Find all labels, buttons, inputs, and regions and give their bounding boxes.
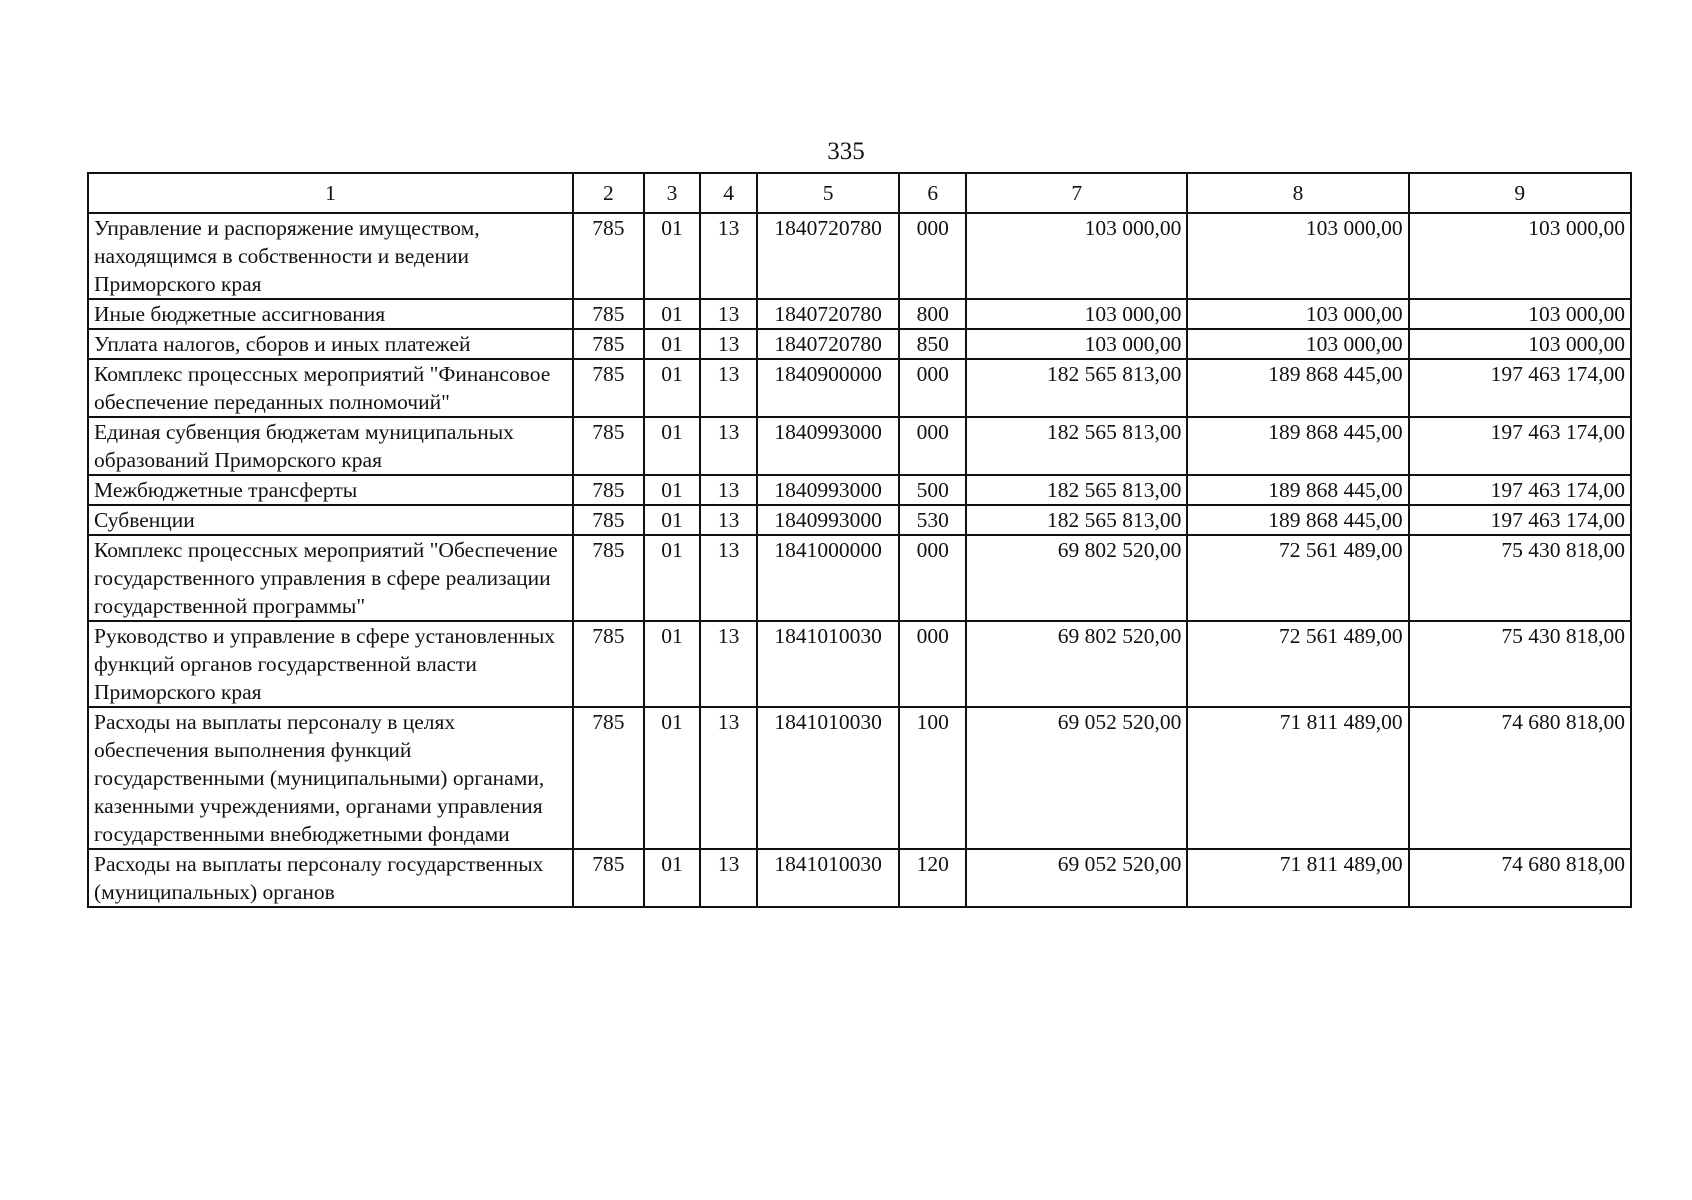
cell-amount-9: 103 000,00 — [1409, 299, 1631, 329]
cell-code-5: 1841010030 — [757, 849, 899, 907]
cell-code-5: 1840993000 — [757, 475, 899, 505]
cell-code-4: 13 — [700, 535, 757, 621]
column-header: 6 — [899, 173, 966, 213]
row-name: Субвенции — [88, 505, 573, 535]
cell-amount-8: 189 868 445,00 — [1187, 359, 1408, 417]
row-name: Иные бюджетные ассигнования — [88, 299, 573, 329]
table-row — [88, 329, 1631, 359]
cell-code-4: 13 — [700, 707, 757, 849]
cell-code-5: 1840720780 — [757, 299, 899, 329]
row-name: Комплекс процессных мероприятий "Обеспечение государственного управления в сфере реализации государственной программы" — [88, 535, 573, 621]
column-header: 5 — [757, 173, 899, 213]
cell-amount-7: 182 565 813,00 — [966, 359, 1187, 417]
cell-code-6: 120 — [899, 849, 966, 907]
cell-code-3: 01 — [644, 505, 701, 535]
cell-code-6: 000 — [899, 417, 966, 475]
cell-code-5: 1840720780 — [757, 329, 899, 359]
cell-amount-7: 182 565 813,00 — [966, 417, 1187, 475]
page-number: 335 — [827, 138, 865, 165]
cell-code-3: 01 — [644, 849, 701, 907]
cell-amount-8: 72 561 489,00 — [1187, 535, 1408, 621]
cell-code-6: 000 — [899, 535, 966, 621]
cell-code-3: 01 — [644, 535, 701, 621]
cell-code-4: 13 — [700, 299, 757, 329]
cell-code-2: 785 — [573, 849, 644, 907]
cell-code-4: 13 — [700, 475, 757, 505]
cell-amount-8: 189 868 445,00 — [1187, 417, 1408, 475]
cell-amount-7: 69 802 520,00 — [966, 621, 1187, 707]
cell-code-4: 13 — [700, 329, 757, 359]
cell-code-3: 01 — [644, 329, 701, 359]
cell-code-4: 13 — [700, 849, 757, 907]
budget-table — [87, 172, 1632, 908]
table-row — [88, 849, 1631, 907]
table-row — [88, 621, 1631, 707]
cell-code-5: 1840720780 — [757, 213, 899, 299]
cell-amount-9: 197 463 174,00 — [1409, 359, 1631, 417]
cell-code-3: 01 — [644, 417, 701, 475]
cell-amount-9: 103 000,00 — [1409, 329, 1631, 359]
table-row — [88, 707, 1631, 849]
cell-code-2: 785 — [573, 475, 644, 505]
cell-code-3: 01 — [644, 299, 701, 329]
table-row — [88, 213, 1631, 299]
cell-code-6: 000 — [899, 359, 966, 417]
cell-amount-9: 197 463 174,00 — [1409, 417, 1631, 475]
cell-code-6: 000 — [899, 621, 966, 707]
cell-code-3: 01 — [644, 475, 701, 505]
cell-code-6: 530 — [899, 505, 966, 535]
cell-code-5: 1841010030 — [757, 707, 899, 849]
cell-code-4: 13 — [700, 621, 757, 707]
table-row — [88, 475, 1631, 505]
column-header: 2 — [573, 173, 644, 213]
cell-code-5: 1840900000 — [757, 359, 899, 417]
cell-code-5: 1840993000 — [757, 417, 899, 475]
column-header: 9 — [1409, 173, 1631, 213]
row-name: Единая субвенция бюджетам муниципальных образований Приморского края — [88, 417, 573, 475]
column-header: 4 — [700, 173, 757, 213]
cell-amount-8: 71 811 489,00 — [1187, 707, 1408, 849]
row-name: Уплата налогов, сборов и иных платежей — [88, 329, 573, 359]
cell-amount-9: 197 463 174,00 — [1409, 505, 1631, 535]
row-name: Расходы на выплаты персоналу государственных (муниципальных) органов — [88, 849, 573, 907]
cell-amount-8: 103 000,00 — [1187, 213, 1408, 299]
cell-amount-9: 197 463 174,00 — [1409, 475, 1631, 505]
cell-code-2: 785 — [573, 213, 644, 299]
row-name: Комплекс процессных мероприятий "Финансовое обеспечение переданных полномочий" — [88, 359, 573, 417]
column-header: 3 — [644, 173, 701, 213]
cell-code-6: 800 — [899, 299, 966, 329]
cell-amount-8: 189 868 445,00 — [1187, 505, 1408, 535]
table-row — [88, 359, 1631, 417]
cell-amount-7: 103 000,00 — [966, 213, 1187, 299]
cell-amount-9: 74 680 818,00 — [1409, 849, 1631, 907]
cell-amount-7: 182 565 813,00 — [966, 475, 1187, 505]
cell-code-4: 13 — [700, 213, 757, 299]
cell-code-6: 500 — [899, 475, 966, 505]
cell-amount-9: 75 430 818,00 — [1409, 621, 1631, 707]
cell-code-2: 785 — [573, 417, 644, 475]
cell-code-5: 1840993000 — [757, 505, 899, 535]
header-row — [88, 173, 1631, 213]
row-name: Управление и распоряжение имуществом, находящимся в собственности и ведении Приморского края — [88, 213, 573, 299]
row-name: Руководство и управление в сфере установленных функций органов государственной власти Приморского края — [88, 621, 573, 707]
cell-amount-7: 69 052 520,00 — [966, 849, 1187, 907]
cell-amount-8: 103 000,00 — [1187, 329, 1408, 359]
cell-code-2: 785 — [573, 621, 644, 707]
cell-code-3: 01 — [644, 213, 701, 299]
cell-code-2: 785 — [573, 535, 644, 621]
cell-amount-8: 71 811 489,00 — [1187, 849, 1408, 907]
cell-code-4: 13 — [700, 417, 757, 475]
cell-code-3: 01 — [644, 621, 701, 707]
table-row — [88, 505, 1631, 535]
cell-code-3: 01 — [644, 359, 701, 417]
cell-amount-7: 103 000,00 — [966, 329, 1187, 359]
cell-code-5: 1841000000 — [757, 535, 899, 621]
column-header: 1 — [88, 173, 573, 213]
table-row — [88, 417, 1631, 475]
cell-code-2: 785 — [573, 299, 644, 329]
cell-code-2: 785 — [573, 359, 644, 417]
cell-code-4: 13 — [700, 359, 757, 417]
table-row — [88, 535, 1631, 621]
cell-code-3: 01 — [644, 707, 701, 849]
cell-amount-8: 189 868 445,00 — [1187, 475, 1408, 505]
cell-code-5: 1841010030 — [757, 621, 899, 707]
cell-amount-7: 69 052 520,00 — [966, 707, 1187, 849]
row-name: Межбюджетные трансферты — [88, 475, 573, 505]
cell-code-6: 850 — [899, 329, 966, 359]
cell-amount-9: 103 000,00 — [1409, 213, 1631, 299]
cell-code-2: 785 — [573, 329, 644, 359]
table-row — [88, 299, 1631, 329]
cell-code-4: 13 — [700, 505, 757, 535]
column-header: 8 — [1187, 173, 1408, 213]
cell-code-6: 100 — [899, 707, 966, 849]
cell-code-2: 785 — [573, 505, 644, 535]
cell-amount-7: 69 802 520,00 — [966, 535, 1187, 621]
cell-amount-7: 103 000,00 — [966, 299, 1187, 329]
table-body — [88, 213, 1631, 907]
cell-amount-8: 103 000,00 — [1187, 299, 1408, 329]
cell-code-2: 785 — [573, 707, 644, 849]
column-header: 7 — [966, 173, 1187, 213]
cell-amount-8: 72 561 489,00 — [1187, 621, 1408, 707]
row-name: Расходы на выплаты персоналу в целях обеспечения выполнения функций государственными (муниципальными) органами, казенными учреждениями, органами управления государственными внебюджетными фондами — [88, 707, 573, 849]
cell-amount-9: 75 430 818,00 — [1409, 535, 1631, 621]
cell-amount-7: 182 565 813,00 — [966, 505, 1187, 535]
cell-code-6: 000 — [899, 213, 966, 299]
cell-amount-9: 74 680 818,00 — [1409, 707, 1631, 849]
